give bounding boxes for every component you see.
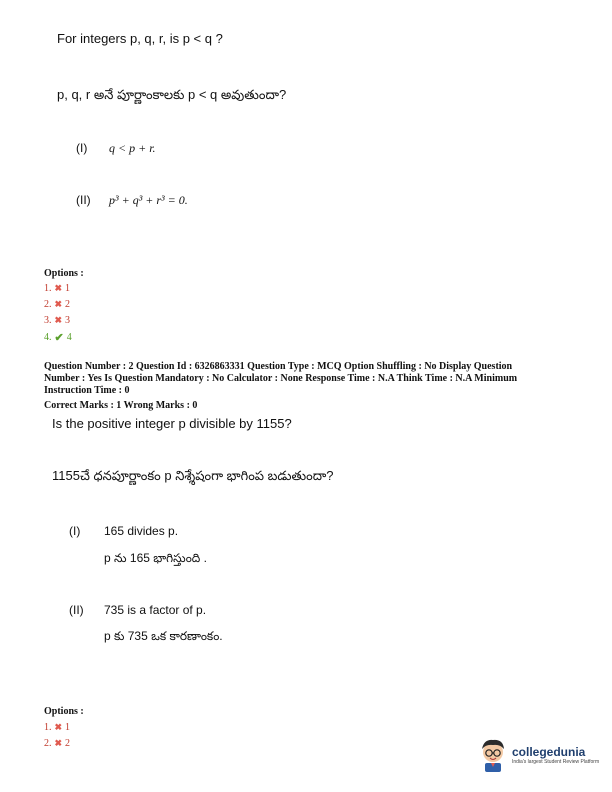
q1-option-1 [44,283,70,294]
cross-icon: ✖ [54,722,63,732]
option-value: 2 [65,738,71,749]
q2-statement-1-label: (I) [69,524,81,538]
option-value: 1 [65,283,71,294]
student-mascot-icon [478,738,508,772]
cross-icon: ✖ [54,738,63,748]
cross-icon: ✖ [54,299,63,309]
option-value: 3 [65,315,71,326]
option-number: 4. [44,332,52,343]
q2-options-heading: Options : [44,706,84,717]
q2-meta-line-3: Instruction Time : 0 [44,385,130,396]
collegedunia-logo [478,738,599,772]
q2-meta [44,361,584,412]
q2-statement-1-text: 165 divides p. [104,524,179,538]
option-number: 2. [44,738,52,749]
q2-statement-1-telugu: p ను 165 భాగిస్తుంది . [104,551,207,565]
cross-icon: ✖ [54,283,63,293]
logo-text [512,745,599,765]
q2-meta-line-2: Number : Yes Is Question Mandatory : No Calculator : None Response Time : N.A Think Time : N.A Minimum [44,373,518,384]
q1-statement-1-label: (I) [76,141,88,155]
option-number: 3. [44,315,52,326]
q2-option-2 [44,738,70,749]
q2-english: Is the positive integer p divisible by 1155? [52,416,292,431]
q2-statement-2-label: (II) [69,603,84,617]
q2-meta-line-1: Question Number : 2 Question Id : 6326863331 Question Type : MCQ Option Shuffling : No Display Question [44,361,513,372]
option-number: 1. [44,722,52,733]
q2-telugu: 1155చే ధనపూర్ణాంకం p నిశ్శేషంగా భాగింప బడుతుందా? [52,468,334,483]
q1-option-4 [44,331,72,344]
q2-marks: Correct Marks : 1 Wrong Marks : 0 [44,400,198,411]
option-value: 4 [66,332,72,343]
q1-option-3 [44,315,70,326]
logo-title [512,745,599,759]
q1-statement-2-label: (II) [76,193,91,207]
option-value: 2 [65,299,71,310]
q1-option-2 [44,299,70,310]
q2-statement-2-telugu: p కు 735 ఒక కారణాంకం. [104,629,223,643]
q2-statement-2-text: 735 is a factor of p. [104,603,207,617]
q1-statement-1-text: q < p + r. [109,141,156,155]
q2-option-1 [44,722,70,733]
option-value: 1 [65,722,71,733]
q1-telugu: p, q, r అనే పూర్ణాంకాలకు p < q అవుతుందా? [57,87,287,102]
q1-statement-2-text: p³ + q³ + r³ = 0. [109,193,188,207]
logo-title-main: collegedunia [512,745,586,759]
q1-english: For integers p, q, r, is p < q ? [57,31,223,46]
option-number: 2. [44,299,52,310]
check-icon: ✔ [54,332,64,344]
option-number: 1. [44,283,52,294]
logo-subtitle: India's largest Student Review Platform [512,759,600,765]
q1-options-heading: Options : [44,268,84,279]
cross-icon: ✖ [54,315,63,325]
